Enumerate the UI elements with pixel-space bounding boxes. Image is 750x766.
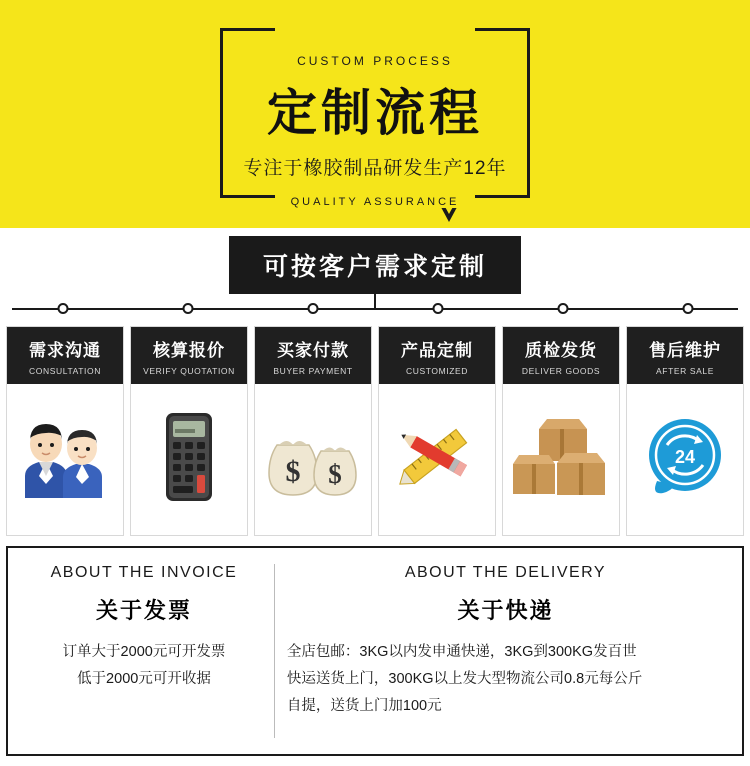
invoice-column [14, 564, 274, 738]
step-card-quotation [130, 326, 248, 536]
step-card-payment [254, 326, 372, 536]
svg-text:$: $ [328, 458, 342, 489]
cartons-icon [503, 384, 619, 535]
step-subtitle: CUSTOMIZED [405, 366, 469, 376]
pencil-ruler-icon [379, 384, 495, 535]
step-connector [0, 290, 750, 326]
step-card-customized [378, 326, 496, 536]
step-card-consultation [6, 326, 124, 536]
step-header [131, 327, 247, 384]
svg-text:24: 24 [674, 446, 696, 467]
invoice-title-en: ABOUT THE INVOICE [50, 564, 238, 581]
step-header [7, 327, 123, 384]
hero-eyebrow: CUSTOM PROCESS [285, 54, 465, 68]
delivery-title-cn: 关于快递 [457, 598, 554, 623]
connector-dot [557, 303, 568, 314]
invoice-line: 订单大于2000元可开发票 [62, 644, 226, 660]
steps-row [0, 326, 750, 536]
step-title: 核算报价 [153, 341, 225, 360]
step-title: 产品定制 [401, 341, 473, 360]
invoice-line: 低于2000元可开收据 [77, 670, 211, 687]
step-header [255, 327, 371, 384]
hero-subtitle: 专注于橡胶制品研发生产12年 [243, 158, 507, 179]
step-subtitle: BUYER PAYMENT [273, 366, 353, 376]
step-subtitle: VERIFY QUOTATION [143, 366, 235, 376]
step-title: 买家付款 [277, 341, 349, 360]
custom-banner: 可按客户需求定制 [229, 236, 521, 294]
24h-service-icon [627, 384, 743, 535]
delivery-column [274, 564, 736, 738]
step-header [627, 327, 743, 384]
step-card-after-sale [626, 326, 744, 536]
connector-dot [182, 303, 193, 314]
step-subtitle: CONSULTATION [29, 366, 101, 376]
delivery-line: 快运送货上门，300KG以上发大型物流公司0.8元每公斤 [286, 670, 643, 687]
banner-section [0, 228, 750, 290]
step-title: 质检发货 [525, 341, 597, 360]
connector-dot [307, 303, 318, 314]
step-header [503, 327, 619, 384]
connector-dot [57, 303, 68, 314]
step-card-delivery [502, 326, 620, 536]
bottom-info-box [6, 546, 744, 756]
step-header [379, 327, 495, 384]
connector-dot [432, 303, 443, 314]
calculator-icon [131, 384, 247, 535]
hero-assurance: QUALITY ASSURANCE [277, 196, 474, 208]
hero-title: 定制流程 [267, 85, 483, 141]
step-subtitle: AFTER SALE [656, 366, 714, 376]
two-people-icon [7, 384, 123, 535]
step-title: 售后维护 [649, 341, 721, 360]
step-title: 需求沟通 [29, 341, 101, 360]
money-bags-icon [255, 384, 371, 535]
svg-text:$: $ [285, 454, 301, 488]
delivery-title-en: ABOUT THE DELIVERY [404, 564, 607, 581]
invoice-title-cn: 关于发票 [95, 598, 192, 623]
delivery-line: 自提，送货上门加100元 [286, 697, 442, 714]
delivery-line: 全店包邮：3KG以内发申通快递，3KG到300KG发百世 [286, 644, 637, 660]
connector-dot [682, 303, 693, 314]
hero-section [0, 0, 750, 228]
step-subtitle: DELIVER GOODS [521, 366, 601, 376]
